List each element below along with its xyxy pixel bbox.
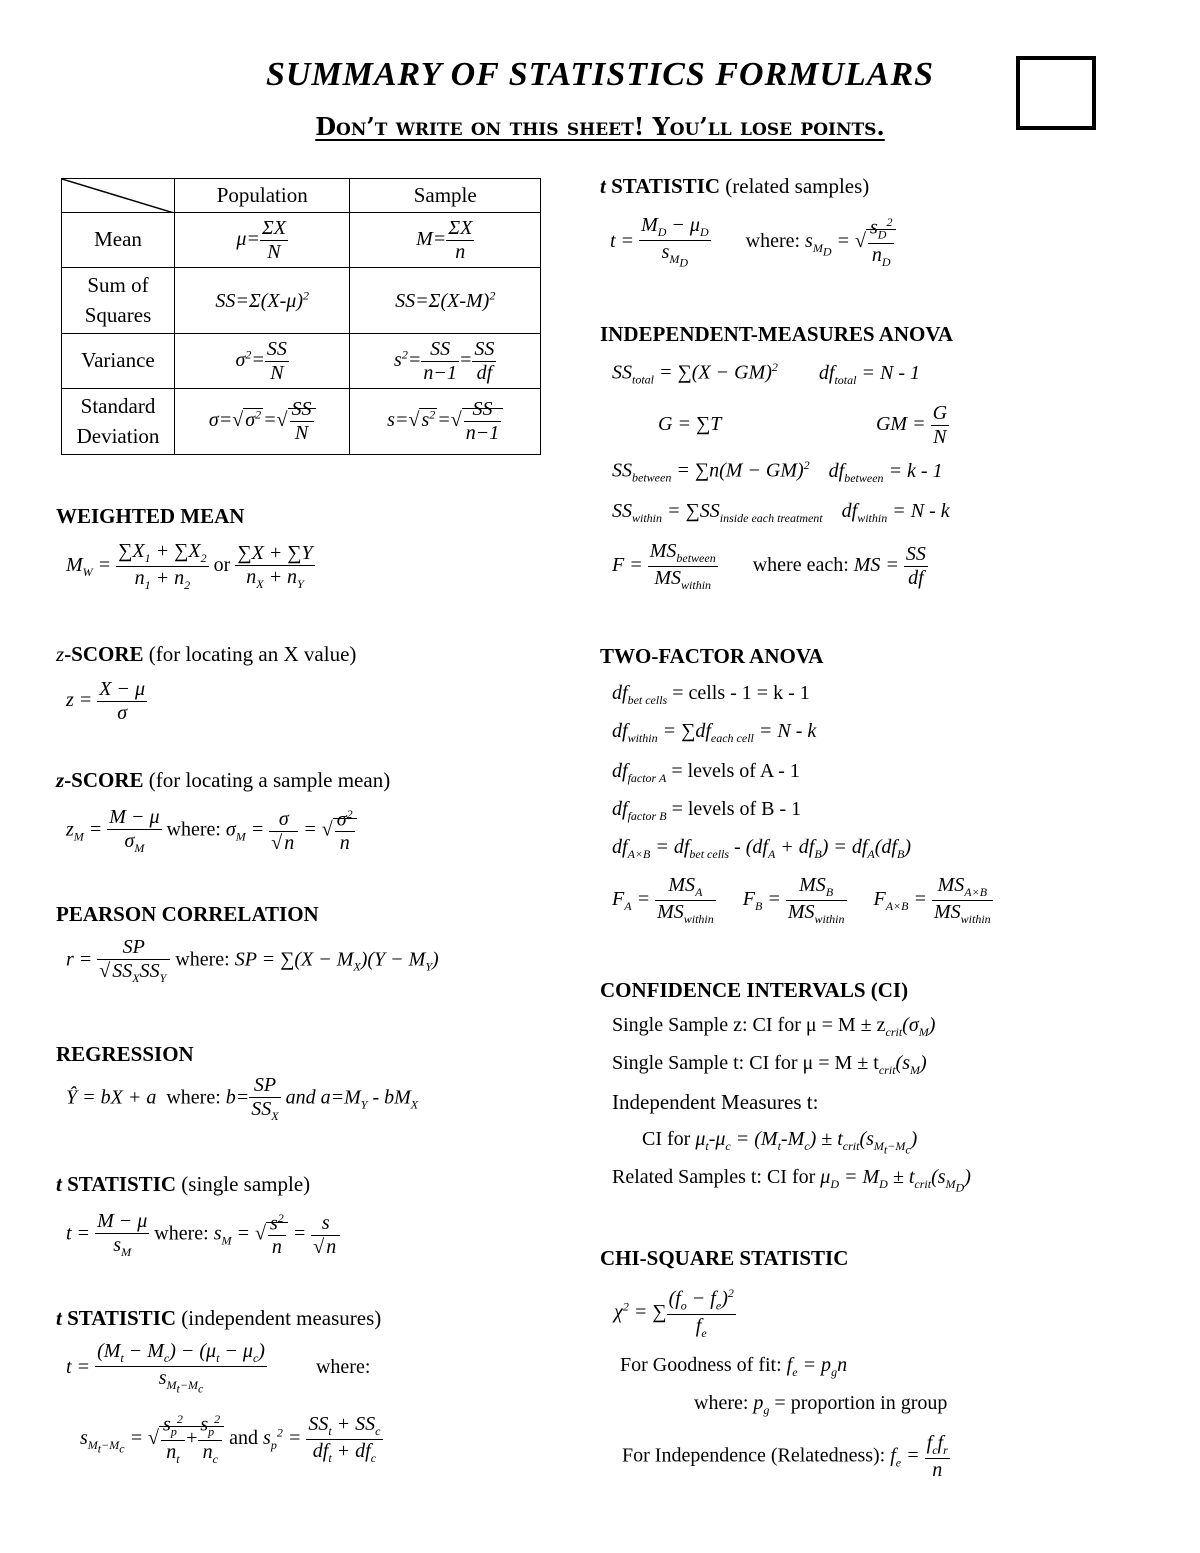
df-factor-b: $df_{factor B}$ = levels of B - 1 — [612, 798, 802, 823]
chi-square-heading: CHI-SQUARE STATISTIC — [600, 1246, 849, 1270]
ci-single-z: Single Sample z: CI for $\mu = M \pm z_{crit}(\sigma_M)$ — [612, 1014, 936, 1039]
t-single-heading: t STATISTIC (single sample) — [56, 1172, 311, 1196]
ci-heading: CONFIDENCE INTERVALS (CI) — [600, 978, 909, 1002]
row-variance: Variance — [62, 334, 175, 389]
df-factor-a: $df_{factor A}$ = levels of A - 1 — [612, 760, 800, 785]
independence-formula: For Independence (Relatedness): $f_e$ = $\frac{f_cf_r}{n}$ — [622, 1432, 948, 1481]
two-factor-f-ratios: $F_A$ = $\frac{MS_A}{MS_{within}}$ $F_B$ = $\frac{MS_B}{MS_{within}}$ $F_{A\times B}$ = $\frac{MS_{A\times B}}{MS_{within}}$ — [612, 874, 991, 926]
regression-heading: REGRESSION — [56, 1042, 194, 1066]
z-score-mean-formula: $z_M$ = $\frac{M - \mu}{\sigma_M}$ where: $\sigma_M$ = $\frac{\sigma}{√ n}$ = √ $\frac{\sigma^2}{n}$ — [66, 806, 357, 856]
ci-independent-label: Independent Measures t: — [612, 1090, 819, 1114]
pop-mean-formula: μ= $\frac{\Sigma X}{N}$ — [175, 213, 350, 268]
t-independent-heading: t STATISTIC (independent measures) — [56, 1306, 382, 1330]
anova-heading: INDEPENDENT-MEASURES ANOVA — [600, 322, 953, 346]
sample-mean-formula: M= $\frac{\Sigma X}{n}$ — [350, 213, 541, 268]
summary-table — [61, 178, 541, 455]
ci-independent-formula: CI for $\mu_t-\mu_c = (M_t-M_c) \pm t_{crit}(s_{M_t-M_c})$ — [642, 1128, 918, 1157]
goodness-of-fit: For Goodness of fit: $f_e = p_gn$ — [620, 1354, 848, 1379]
df-within-two-factor: $df_{within} = \sum df_{each cell} = N - k$ — [612, 720, 817, 745]
pop-variance-formula: $\sigma^2=$ $\frac{SS}{N}$ — [175, 334, 350, 389]
grand-total-formula: G = ∑T GM = $\frac{G}{N}$ — [658, 402, 948, 448]
page-title: SUMMARY OF STATISTICS FORMULARS — [265, 56, 935, 93]
sample-ss-formula: $SS=\Sigma(X-M)^2$ — [350, 268, 541, 334]
page-subtitle: Don’t write on this sheet! You’ll lose points. — [315, 112, 885, 141]
ss-between-formula: $SS_{between} = \sum n(M - GM)^2$ $df_{between} = k - 1$ — [612, 458, 943, 485]
t-related-heading: t STATISTIC (related samples) — [600, 174, 870, 198]
col-population: Population — [175, 179, 350, 213]
col-sample: Sample — [350, 179, 541, 213]
row-standard-deviation: Standard Deviation — [62, 389, 175, 455]
z-score-mean-heading: z-SCORE (for locating a sample mean) — [56, 768, 391, 792]
weighted-mean-formula: $M_W$ = $\frac{\sum X_1 + \sum X_2}{n_1 + n_2}$ or $\frac{\sum X + \sum Y}{n_X + n_Y}$ — [66, 540, 313, 592]
pop-ss-formula: $SS=\Sigma(X-\mu)^2$ — [175, 268, 350, 334]
two-factor-heading: TWO-FACTOR ANOVA — [600, 644, 824, 668]
sample-variance-formula: $s^2=$ $\frac{SS}{n-1}$ = $\frac{SS}{df}$ — [350, 334, 541, 389]
ss-within-formula: $SS_{within} = \sum SS_{inside each treatment}$ $df_{within} = N - k$ — [612, 500, 950, 525]
df-interaction: $df_{A\times B} = df_{bet cells} - (df_A + df_B) = df_A(df_B)$ — [612, 836, 911, 861]
score-box — [1016, 56, 1096, 130]
t-independent-se-formula: $s_{M_t-M_c}$ = √ $\frac{s_p^2}{n_t}$ + $\frac{s_p^2}{n_c}$ and $s_p^2$ = $\frac{SS_t + SS_c}{df_t + df_c}$ — [80, 1412, 381, 1466]
z-score-x-heading: z-SCORE (for locating an X value) — [56, 642, 357, 666]
chi-square-formula: $\chi^2$ = ∑ $\frac{(f_o - f_e)^2}{f_e}$ — [614, 1286, 734, 1340]
t-independent-formula: t = $\frac{(M_t - M_c) - (\mu_t - \mu_c)}{s_{M_t-M_c}}$ where: — [66, 1340, 371, 1396]
goodness-of-fit-where: where: $p_g$ = proportion in group — [694, 1392, 948, 1417]
weighted-mean-heading: WEIGHTED MEAN — [56, 504, 245, 528]
table-corner — [62, 179, 175, 213]
row-mean: Mean — [62, 213, 175, 268]
ci-related: Related Samples t: CI for $\mu_D = M_D \pm t_{crit}(s_{M_D})$ — [612, 1166, 971, 1195]
pearson-formula: r = $\frac{SP}{√ SS_XSS_Y}$ where: SP = $\sum(X - M_X)(Y - M_Y)$ — [66, 936, 439, 985]
ss-total-formula: $SS_{total} = \sum(X - GM)^2$ $df_{total} = N - 1$ — [612, 360, 920, 387]
t-related-formula: t = $\frac{M_D - \mu_D}{s_{M_D}}$ where: $s_{M_D}$ = √ $\frac{s_D^2}{n_D}$ — [610, 214, 896, 270]
ci-single-t: Single Sample t: CI for $\mu = M \pm t_{crit}(s_M)$ — [612, 1052, 927, 1077]
regression-formula: Ŷ = bX + a where: b= $\frac{SP}{SS_X}$ and $a=M_Y - bM_X$ — [66, 1074, 419, 1123]
df-between-cells: $df_{bet cells}$ = cells - 1 = k - 1 — [612, 682, 810, 707]
t-single-formula: t = $\frac{M - \mu}{s_M}$ where: $s_M$ = √ $\frac{s^2}{n}$ = $\frac{s}{√ n}$ — [66, 1210, 340, 1260]
pearson-heading: PEARSON CORRELATION — [56, 902, 319, 926]
f-ratio-formula: F = $\frac{MS_{between}}{MS_{within}}$ where each: MS = $\frac{SS}{df}$ — [612, 540, 926, 592]
row-sum-of-squares: Sum of Squares — [62, 268, 175, 334]
z-score-x-formula: z = $\frac{X - \mu}{\sigma}$ — [66, 678, 146, 724]
sample-sd-formula: s=√ $s^2$ =√ $\frac{SS}{n-1}$ — [350, 389, 541, 455]
diagonal-line — [62, 179, 174, 213]
pop-sd-formula: σ=√ $\sigma^2$ =√ $\frac{SS}{N}$ — [175, 389, 350, 455]
